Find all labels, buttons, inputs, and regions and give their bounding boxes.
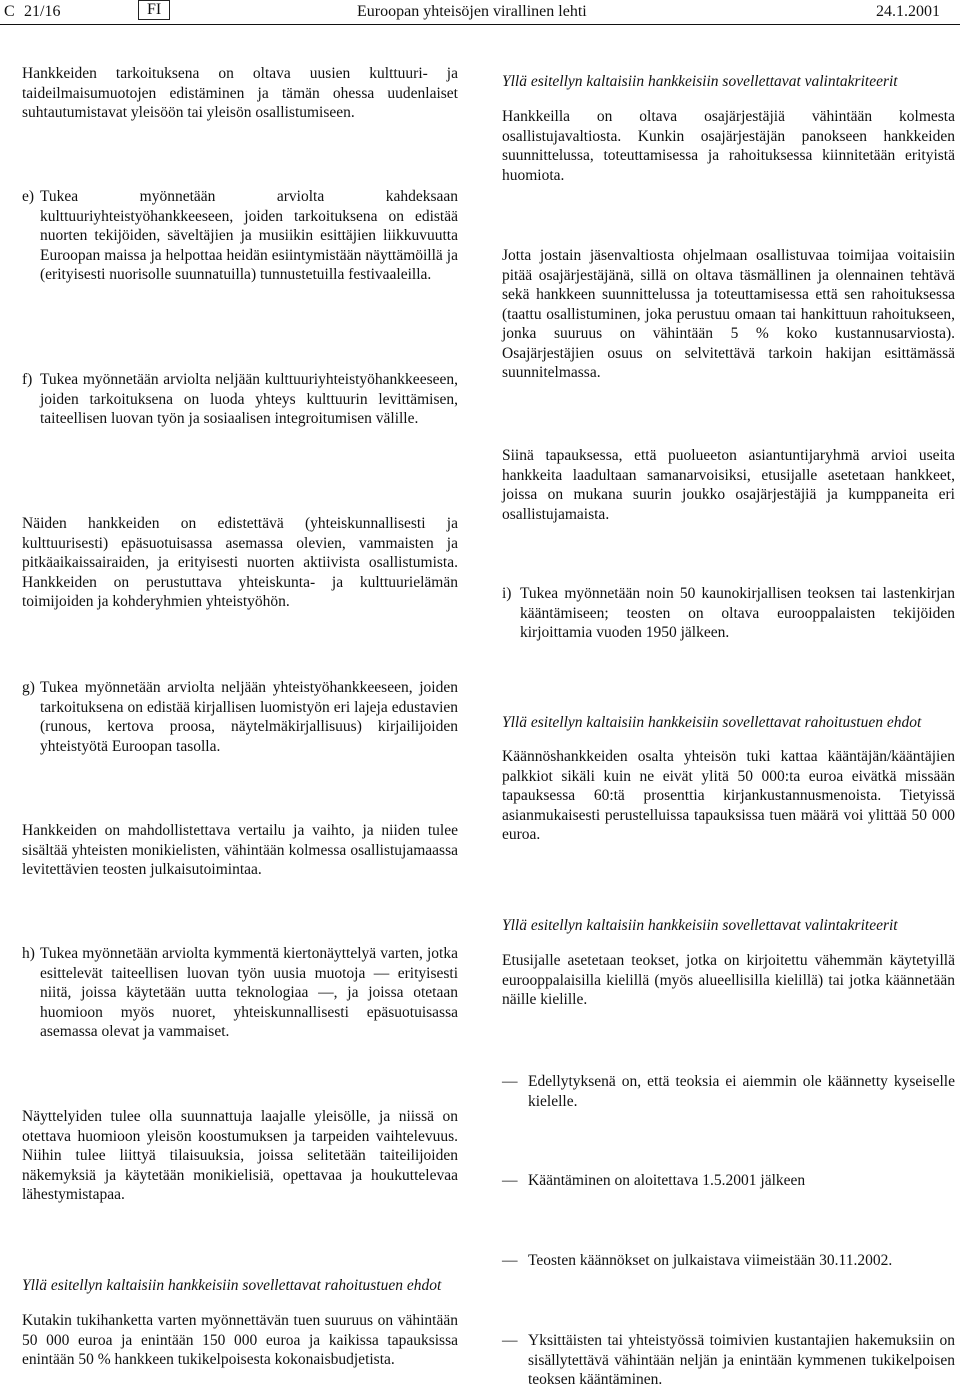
dash-item-4 (502, 1331, 955, 1390)
paragraph-jotta-text: Jotta jostain jäsenvaltiosta ohjelmaan osallistuvaa toimijaa voitaisiin pitää osajärjestäjänä, sillä on oltava täsmällinen ja olennainen tehtävä sekä hankkeen suunnittelussa ja toteuttamisessa että sen rahoituksessa (taattu osallistuminen, joka perustuu omaan tai hankittuun rahoitukseen, jonka suuruus on vähintään 5 % koko kustannusarviosta). Osajärjestäjien osuus on selvitettävä tarkoin hakijan esittämässä suunnitelmassa. (502, 247, 955, 381)
list-item-i (502, 584, 955, 643)
page-number: 21/16 (24, 3, 61, 20)
item-marker-g: g) (22, 679, 35, 696)
dash-item-3 (502, 1251, 955, 1271)
paragraph-kaannos-text: Käännöshankkeiden osalta yhteisön tuki kattaa kääntäjän/kääntäjien palkkiot sikäli kuin ne eivät ylitä 50 000:ta euroa eivätkä missään tapauksessa 60:tä prosenttia kirjankustannusmenoista. Tietyissä asianmukaisesti perustelluissa tapauksissa tuen määrä voi ylittää 50 000 euroa. (502, 748, 955, 843)
publication-date: 24.1.2001 (876, 3, 940, 20)
dash-marker: — (502, 1332, 518, 1349)
item-text-g: Tukea myönnetään arviolta neljään yhteistyöhankkeeseen, joiden tarkoituksena on edistää kirjallisen luomistyön eri lajeja edustavien (runous, kertova proosa, näytelmäkirjallisuus) kirjailijoiden yhteistyötä Euroopan tasolla. (40, 679, 458, 755)
item-text-i: Tukea myönnetään noin 50 kaunokirjallisen teoksen tai lastenkirjan kääntämiseen; teosten on oltava eurooppalaisten tekijöiden kirjoittamia vuoden 1950 jälkeen. (520, 585, 955, 641)
header-rule (0, 24, 960, 25)
journal-title: Euroopan yhteisöjen virallinen lehti (357, 3, 587, 20)
dash-marker: — (502, 1252, 518, 1269)
journal-series: C (4, 3, 15, 20)
intro-text: Hankkeiden tarkoituksena on oltava uusien kulttuuri- ja taideilmaisumuotojen edistäminen ja tämän ohessa uudenlaiset suhtautumistavat yleisöön tai yleisön osallistumiseen. (22, 65, 458, 121)
dash-item-3-text: Teosten käännökset on julkaistava viimeistään 30.11.2002. (528, 1252, 893, 1269)
section-heading-rahoitus: Yllä esitellyn kaltaisiin hankkeisiin sovellettavat rahoitustuen ehdot (22, 1277, 442, 1294)
list-item-f (22, 370, 458, 429)
item-marker-f: f) (22, 371, 33, 388)
item-text-h: Tukea myönnetään arviolta kymmentä kiertonäyttelyä varten, jotka esittelevät taiteellisen luovan työn uusia muotoja — erityisesti niitä, joissa käytetään uutta teknologiaa —, ja joissa otetaan huomioon myös nuoret, yhteiskunnallisesti epäsuotuisassa asemassa olevat ja vammaiset. (40, 945, 458, 1040)
dash-marker: — (502, 1172, 518, 1189)
section-heading-rahoitus-2: Yllä esitellyn kaltaisiin hankkeisiin sovellettavat rahoitustuen ehdot (502, 714, 922, 731)
language-code-box: FI (138, 0, 170, 20)
list-item-g (22, 678, 458, 756)
paragraph-hankkeiden-text: Hankkeiden on mahdollistettava vertailu ja vaihto, ja niiden tulee sisältää yhteisten monikielisten, vähintään kolmessa osallistujamaassa levitettävien teosten julkaisutoimintaa. (22, 822, 458, 878)
paragraph-etusijalle (502, 951, 955, 1010)
paragraph-siina-text: Siinä tapauksessa, että puolueeton asiantuntijaryhmä arvioi useita hankkeita laadultaan samanarvoisiksi, etusijalle asetetaan hankkeet, joissa on mukana suurin joukko osajärjestäjiä ja kumppaneita eri osallistujamaista. (502, 447, 955, 523)
dash-item-4-text: Yksittäisten tai yhteistyössä toimivien kustantajien hakemuksiin on sisällytettävä vähintään neljän ja enintään kymmenen tukikelpoisen teoksen kääntäminen. (528, 1332, 955, 1388)
dash-marker: — (502, 1073, 518, 1090)
paragraph-hankkeiden (22, 821, 458, 880)
page-header (0, 0, 960, 26)
intro-paragraph (22, 64, 458, 123)
paragraph-etusijalle-text: Etusijalle asetetaan teokset, jotka on kirjoitettu vähemmän käytetyillä eurooppalaisilla kielillä (myös alueellisilla kielillä) tai jotka käännetään näille kielille. (502, 952, 955, 1008)
dash-item-1 (502, 1072, 955, 1111)
item-marker-e: e) (22, 188, 35, 205)
dash-item-2-text: Kääntäminen on aloitettava 1.5.2001 jälkeen (528, 1172, 806, 1189)
paragraph-hankkeilla (502, 107, 955, 185)
paragraph-kutakin (22, 1311, 458, 1370)
dash-item-2 (502, 1171, 955, 1191)
paragraph-hankkeilla-text: Hankkeilla on oltava osajärjestäjiä vähintään kolmesta osallistujavaltiosta. Kunkin osajärjestäjän panokseen hankkeiden suunnittelussa, toteuttamisessa ja rahoituksessa kiinnitetään erityistä huomiota. (502, 108, 955, 184)
paragraph-naiden (22, 514, 458, 612)
item-text-f: Tukea myönnetään arviolta neljään kulttuuriyhteistyöhankkeeseen, joiden tarkoituksena on luoda yhteys kulttuurin levittämisen, taiteellisen luovan työn ja sosiaalisen integroitumisen välille. (40, 371, 458, 427)
item-marker-i: i) (502, 585, 512, 602)
item-marker-h: h) (22, 945, 35, 962)
paragraph-nayttelyiden (22, 1107, 458, 1205)
paragraph-nayttelyiden-text: Näyttelyiden tulee olla suunnattuja laajalle yleisölle, ja niissä on otettava huomioon yleisön koostumuksen ja tarpeiden vaihtelevuus. Niihin tulee liittyä tilaisuuksia, joissa selitetään taiteilijoiden näkemyksiä ja käytetään monikielisiä, opettavaa ja houkuttelevaa lähestymistapaa. (22, 1108, 458, 1203)
list-item-h (22, 944, 458, 1042)
paragraph-kaannos (502, 747, 955, 845)
list-item-e (22, 187, 458, 285)
dash-item-1-text: Edellytyksenä on, että teoksia ei aiemmin ole käännetty kyseiselle kielelle. (528, 1073, 955, 1110)
section-heading-valinta-2: Yllä esitellyn kaltaisiin hankkeisiin sovellettavat valintakriteerit (502, 917, 898, 934)
item-text-e: Tukea myönnetään arviolta kahdeksaan kulttuuriyhteistyöhankkeeseen, joiden tarkoituksena on edistää nuorten tekijöiden, säveltäjien ja musiikin esittäjien liikkuvuutta Euroopan maissa ja helpottaa heidän esiintymistään näyttämöillä ja (erityisesti nuorisolle suunnatuilla) tunnustetuilla festivaaleilla. (40, 188, 458, 283)
paragraph-naiden-text: Näiden hankkeiden on edistettävä (yhteiskunnallisesti ja kulttuurisesti) epäsuotuisassa asemassa olevien, vammaisten ja pitkäaikaissairaiden, ja erityisesti nuorten aktiivista osallistumista. Hankkeiden on perustuttava yhteiskunta- ja kulttuurielämän toimijoiden ja kohderyhmien yhteistyöhön. (22, 515, 458, 610)
paragraph-siina (502, 446, 955, 524)
paragraph-kutakin-text: Kutakin tukihanketta varten myönnettävän tuen suuruus on vähintään 50 000 euroa ja enintään 150 000 euroa ja kaikissa tapauksissa enintään 50 % hankkeen tukikelpoisesta kokonaisbudjetista. (22, 1312, 458, 1368)
paragraph-jotta (502, 246, 955, 383)
section-heading-valinta-1: Yllä esitellyn kaltaisiin hankkeisiin sovellettavat valintakriteerit (502, 73, 898, 90)
